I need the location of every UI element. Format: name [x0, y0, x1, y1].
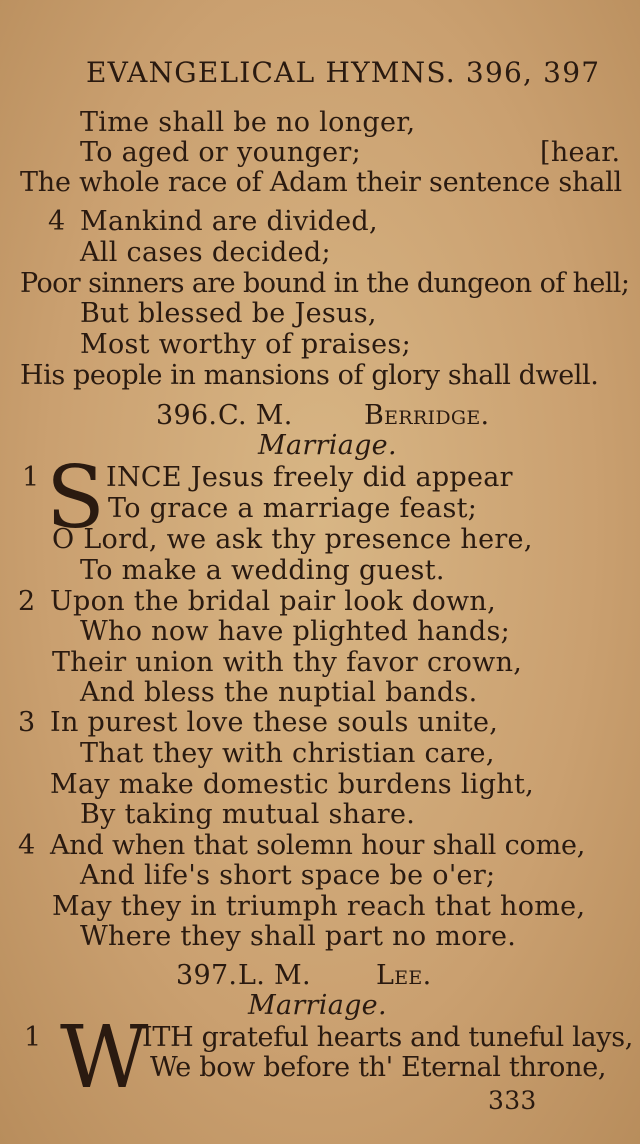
- verse-number: 1: [22, 462, 40, 493]
- hymn-meter: L. M.: [238, 960, 311, 991]
- verse-line: To make a wedding guest.: [80, 555, 445, 586]
- page-number: 333: [488, 1086, 537, 1115]
- verse-line: Upon the bridal pair look down,: [50, 586, 497, 617]
- verse-line: Poor sinners are bound in the dungeon of hell;: [20, 268, 630, 299]
- drop-cap: W: [60, 1008, 149, 1108]
- verse-number: 4: [18, 830, 36, 861]
- verse-line: Mankind are divided,: [80, 206, 378, 237]
- verse-line: O Lord, we ask thy presence here,: [52, 524, 533, 555]
- verse-line: To aged or younger;: [80, 137, 361, 168]
- verse-line: By taking mutual share.: [80, 799, 416, 830]
- verse-line: [hear.: [540, 137, 621, 168]
- verse-line: May they in triumph reach that home,: [52, 891, 586, 922]
- verse-line: We bow before th' Eternal throne,: [150, 1052, 607, 1083]
- verse-line: ITH grateful hearts and tuneful lays,: [142, 1022, 634, 1053]
- verse-line: INCE Jesus freely did appear: [106, 462, 513, 493]
- hymn-author: Berridge.: [364, 400, 490, 431]
- verse-line: Where they shall part no more.: [80, 921, 517, 952]
- hymn-number: 396.: [156, 400, 218, 431]
- verse-line: Who now have plighted hands;: [80, 616, 511, 647]
- hymn-meter: C. M.: [218, 400, 293, 431]
- verse-line: Their union with thy favor crown,: [52, 647, 523, 678]
- verse-number: 2: [18, 586, 36, 617]
- hymn-subject: Marriage.: [248, 990, 387, 1021]
- verse-line: That they with christian care,: [80, 738, 495, 769]
- drop-cap: S: [46, 448, 105, 548]
- verse-line: To grace a marriage feast;: [108, 493, 478, 524]
- verse-line: All cases decided;: [80, 237, 331, 268]
- verse-line: And when that solemn hour shall come,: [50, 830, 586, 861]
- hymn-number: 397.: [176, 960, 238, 991]
- verse-line: May make domestic burdens light,: [50, 769, 535, 800]
- verse-line: And bless the nuptial bands.: [80, 677, 478, 708]
- hymn-author: Lee.: [376, 960, 432, 991]
- verse-number: 4: [48, 206, 66, 237]
- hymn-subject: Marriage.: [258, 430, 397, 461]
- running-title: EVANGELICAL HYMNS. 396, 397: [86, 56, 601, 89]
- verse-line: Time shall be no longer,: [80, 107, 416, 138]
- verse-line: His people in mansions of glory shall dwell.: [20, 360, 599, 391]
- verse-number: 1: [24, 1022, 42, 1053]
- verse-number: 3: [18, 707, 36, 738]
- verse-line: But blessed be Jesus,: [80, 298, 377, 329]
- verse-line: Most worthy of praises;: [80, 329, 411, 360]
- verse-line: The whole race of Adam their sentence shall: [20, 167, 622, 198]
- verse-line: In purest love these souls unite,: [50, 707, 499, 738]
- verse-line: And life's short space be o'er;: [80, 860, 496, 891]
